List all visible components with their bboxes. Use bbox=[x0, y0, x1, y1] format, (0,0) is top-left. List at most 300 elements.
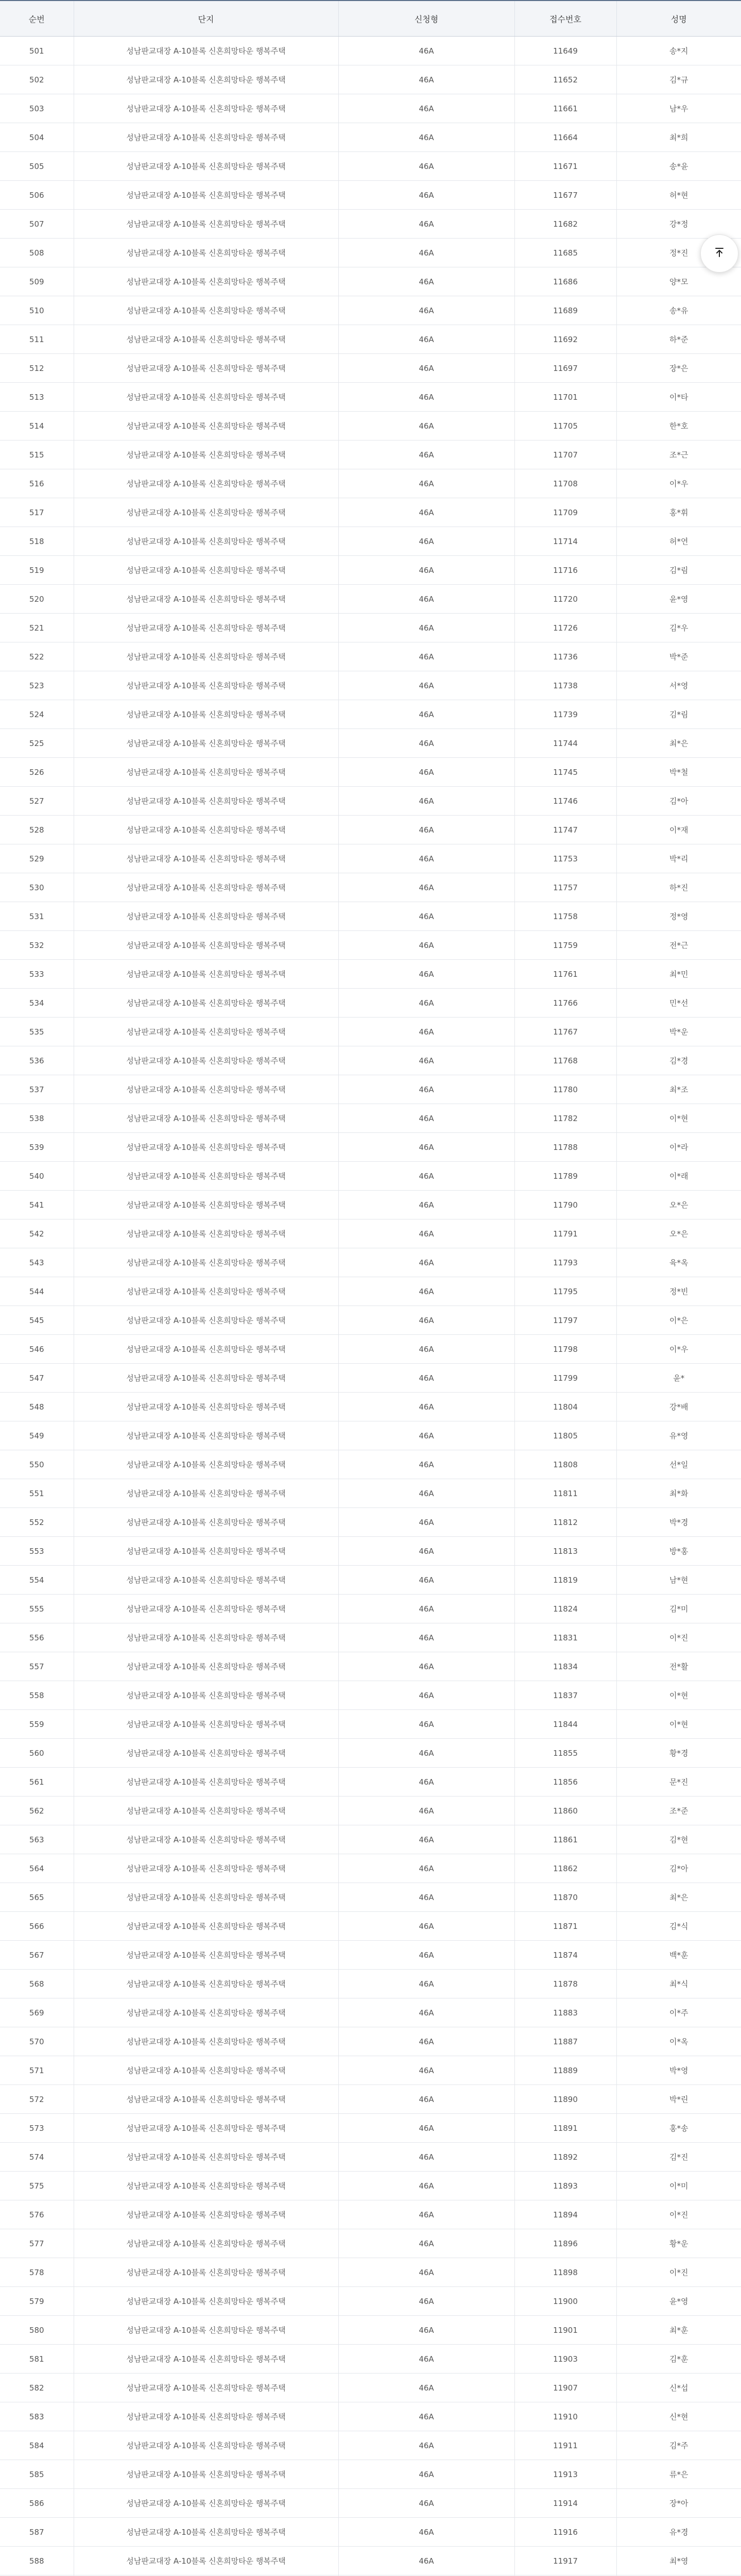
cell-receipt-number: 11652 bbox=[514, 65, 616, 94]
cell-receipt-number: 11871 bbox=[514, 1912, 616, 1941]
cell-seq: 520 bbox=[0, 585, 74, 614]
cell-seq: 551 bbox=[0, 1479, 74, 1508]
cell-type: 46A bbox=[338, 1970, 514, 1998]
cell-seq: 508 bbox=[0, 239, 74, 267]
cell-seq: 586 bbox=[0, 2489, 74, 2518]
cell-type: 46A bbox=[338, 1595, 514, 1623]
cell-type: 46A bbox=[338, 1191, 514, 1219]
cell-type: 46A bbox=[338, 2374, 514, 2402]
table-row bbox=[0, 65, 741, 94]
cell-complex: 성남판교대장 A-10블록 신혼희망타운 행복주택 bbox=[74, 412, 338, 440]
cell-type: 46A bbox=[338, 2518, 514, 2547]
table-row bbox=[0, 1912, 741, 1941]
cell-type: 46A bbox=[338, 2460, 514, 2489]
cell-name: 이*현 bbox=[616, 1710, 741, 1739]
table-row bbox=[0, 2258, 741, 2287]
table-row bbox=[0, 1133, 741, 1162]
cell-seq: 530 bbox=[0, 873, 74, 902]
cell-type: 46A bbox=[338, 123, 514, 152]
cell-name: 문*진 bbox=[616, 1768, 741, 1797]
table-row bbox=[0, 1854, 741, 1883]
cell-receipt-number: 11855 bbox=[514, 1739, 616, 1768]
table-row bbox=[0, 498, 741, 527]
cell-seq: 526 bbox=[0, 758, 74, 787]
cell-complex: 성남판교대장 A-10블록 신혼희망타운 행복주택 bbox=[74, 123, 338, 152]
cell-receipt-number: 11819 bbox=[514, 1566, 616, 1595]
cell-seq: 585 bbox=[0, 2460, 74, 2489]
cell-type: 46A bbox=[338, 210, 514, 239]
cell-name: 장*아 bbox=[616, 2489, 741, 2518]
cell-complex: 성남판교대장 A-10블록 신혼희망타운 행복주택 bbox=[74, 1421, 338, 1450]
table-row bbox=[0, 758, 741, 787]
cell-receipt-number: 11746 bbox=[514, 787, 616, 816]
cell-seq: 519 bbox=[0, 556, 74, 585]
cell-name: 이*은 bbox=[616, 1306, 741, 1335]
table-row bbox=[0, 2402, 741, 2431]
cell-name: 김*식 bbox=[616, 1912, 741, 1941]
table-row bbox=[0, 585, 741, 614]
cell-receipt-number: 11916 bbox=[514, 2518, 616, 2547]
cell-type: 46A bbox=[338, 1219, 514, 1248]
cell-type: 46A bbox=[338, 2143, 514, 2172]
cell-complex: 성남판교대장 A-10블록 신혼희망타운 행복주택 bbox=[74, 2287, 338, 2316]
table-row bbox=[0, 383, 741, 412]
cell-name: 최*식 bbox=[616, 1970, 741, 1998]
table-row bbox=[0, 2345, 741, 2374]
cell-receipt-number: 11913 bbox=[514, 2460, 616, 2489]
table-row bbox=[0, 2547, 741, 2575]
cell-receipt-number: 11831 bbox=[514, 1623, 616, 1652]
cell-seq: 567 bbox=[0, 1941, 74, 1970]
cell-receipt-number: 11911 bbox=[514, 2431, 616, 2460]
table-row bbox=[0, 94, 741, 123]
cell-complex: 성남판교대장 A-10블록 신혼희망타운 행복주택 bbox=[74, 960, 338, 989]
table-row bbox=[0, 1883, 741, 1912]
cell-receipt-number: 11759 bbox=[514, 931, 616, 960]
cell-complex: 성남판교대장 A-10블록 신혼희망타운 행복주택 bbox=[74, 1075, 338, 1104]
table-row bbox=[0, 354, 741, 383]
cell-complex: 성남판교대장 A-10블록 신혼희망타운 행복주택 bbox=[74, 1133, 338, 1162]
cell-name: 남*우 bbox=[616, 94, 741, 123]
cell-receipt-number: 11914 bbox=[514, 2489, 616, 2518]
cell-type: 46A bbox=[338, 1652, 514, 1681]
cell-seq: 562 bbox=[0, 1797, 74, 1825]
cell-name: 조*준 bbox=[616, 1797, 741, 1825]
table-row bbox=[0, 527, 741, 556]
cell-receipt-number: 11692 bbox=[514, 325, 616, 354]
table-row bbox=[0, 2027, 741, 2056]
cell-seq: 545 bbox=[0, 1306, 74, 1335]
table-row bbox=[0, 816, 741, 844]
cell-seq: 534 bbox=[0, 989, 74, 1018]
table-row bbox=[0, 1046, 741, 1075]
table-row bbox=[0, 2316, 741, 2345]
cell-type: 46A bbox=[338, 1941, 514, 1970]
cell-receipt-number: 11705 bbox=[514, 412, 616, 440]
cell-type: 46A bbox=[338, 1508, 514, 1537]
cell-name: 육*옥 bbox=[616, 1248, 741, 1277]
cell-complex: 성남판교대장 A-10블록 신혼희망타운 행복주택 bbox=[74, 1393, 338, 1421]
cell-type: 46A bbox=[338, 1912, 514, 1941]
cell-complex: 성남판교대장 A-10블록 신혼희망타운 행복주택 bbox=[74, 2229, 338, 2258]
table-row bbox=[0, 1681, 741, 1710]
cell-seq: 550 bbox=[0, 1450, 74, 1479]
cell-type: 46A bbox=[338, 1450, 514, 1479]
cell-seq: 517 bbox=[0, 498, 74, 527]
cell-name: 류*은 bbox=[616, 2460, 741, 2489]
cell-type: 46A bbox=[338, 902, 514, 931]
cell-complex: 성남판교대장 A-10블록 신혼희망타운 행복주택 bbox=[74, 1854, 338, 1883]
cell-name: 이*현 bbox=[616, 1104, 741, 1133]
cell-name: 최*조 bbox=[616, 1075, 741, 1104]
cell-name: 남*현 bbox=[616, 1566, 741, 1595]
cell-seq: 557 bbox=[0, 1652, 74, 1681]
cell-seq: 553 bbox=[0, 1537, 74, 1566]
cell-complex: 성남판교대장 A-10블록 신혼희망타운 행복주택 bbox=[74, 1797, 338, 1825]
cell-seq: 566 bbox=[0, 1912, 74, 1941]
cell-complex: 성남판교대장 A-10블록 신혼희망타운 행복주택 bbox=[74, 873, 338, 902]
cell-complex: 성남판교대장 A-10블록 신혼희망타운 행복주택 bbox=[74, 1104, 338, 1133]
cell-complex: 성남판교대장 A-10블록 신혼희망타운 행복주택 bbox=[74, 469, 338, 498]
cell-seq: 563 bbox=[0, 1825, 74, 1854]
table-row bbox=[0, 37, 741, 65]
cell-complex: 성남판교대장 A-10블록 신혼희망타운 행복주택 bbox=[74, 2518, 338, 2547]
cell-receipt-number: 11917 bbox=[514, 2547, 616, 2575]
cell-type: 46A bbox=[338, 1162, 514, 1191]
cell-type: 46A bbox=[338, 931, 514, 960]
cell-complex: 성남판교대장 A-10블록 신혼희망타운 행복주택 bbox=[74, 585, 338, 614]
cell-type: 46A bbox=[338, 700, 514, 729]
cell-seq: 506 bbox=[0, 181, 74, 210]
table-row bbox=[0, 556, 741, 585]
cell-name: 김*진 bbox=[616, 2143, 741, 2172]
cell-receipt-number: 11887 bbox=[514, 2027, 616, 2056]
cell-receipt-number: 11892 bbox=[514, 2143, 616, 2172]
table-row bbox=[0, 1623, 741, 1652]
cell-name: 서*영 bbox=[616, 671, 741, 700]
cell-complex: 성남판교대장 A-10블록 신혼희망타운 행복주택 bbox=[74, 1623, 338, 1652]
cell-receipt-number: 11791 bbox=[514, 1219, 616, 1248]
cell-seq: 538 bbox=[0, 1104, 74, 1133]
cell-name: 민*선 bbox=[616, 989, 741, 1018]
cell-seq: 515 bbox=[0, 440, 74, 469]
cell-type: 46A bbox=[338, 614, 514, 642]
cell-receipt-number: 11910 bbox=[514, 2402, 616, 2431]
table-row bbox=[0, 1075, 741, 1104]
table-row bbox=[0, 181, 741, 210]
cell-name: 김*훈 bbox=[616, 2345, 741, 2374]
cell-receipt-number: 11766 bbox=[514, 989, 616, 1018]
cell-seq: 535 bbox=[0, 1018, 74, 1046]
cell-name: 김*현 bbox=[616, 1825, 741, 1854]
cell-receipt-number: 11686 bbox=[514, 267, 616, 296]
cell-name: 이*진 bbox=[616, 1623, 741, 1652]
cell-complex: 성남판교대장 A-10블록 신혼희망타운 행복주택 bbox=[74, 1883, 338, 1912]
cell-complex: 성남판교대장 A-10블록 신혼희망타운 행복주택 bbox=[74, 181, 338, 210]
table-row bbox=[0, 1768, 741, 1797]
cell-seq: 568 bbox=[0, 1970, 74, 1998]
cell-type: 46A bbox=[338, 1566, 514, 1595]
cell-seq: 584 bbox=[0, 2431, 74, 2460]
cell-name: 황*운 bbox=[616, 2229, 741, 2258]
cell-receipt-number: 11661 bbox=[514, 94, 616, 123]
cell-complex: 성남판교대장 A-10블록 신혼희망타운 행복주택 bbox=[74, 671, 338, 700]
cell-complex: 성남판교대장 A-10블록 신혼희망타운 행복주택 bbox=[74, 1277, 338, 1306]
cell-name: 유*경 bbox=[616, 2518, 741, 2547]
cell-seq: 514 bbox=[0, 412, 74, 440]
cell-complex: 성남판교대장 A-10블록 신혼희망타운 행복주택 bbox=[74, 2345, 338, 2374]
cell-seq: 548 bbox=[0, 1393, 74, 1421]
cell-receipt-number: 11757 bbox=[514, 873, 616, 902]
cell-type: 46A bbox=[338, 1797, 514, 1825]
cell-seq: 503 bbox=[0, 94, 74, 123]
cell-receipt-number: 11907 bbox=[514, 2374, 616, 2402]
cell-receipt-number: 11805 bbox=[514, 1421, 616, 1450]
cell-complex: 성남판교대장 A-10블록 신혼희망타운 행복주택 bbox=[74, 1364, 338, 1393]
cell-seq: 509 bbox=[0, 267, 74, 296]
cell-receipt-number: 11901 bbox=[514, 2316, 616, 2345]
cell-receipt-number: 11707 bbox=[514, 440, 616, 469]
cell-type: 46A bbox=[338, 2114, 514, 2143]
cell-seq: 504 bbox=[0, 123, 74, 152]
cell-seq: 516 bbox=[0, 469, 74, 498]
cell-receipt-number: 11808 bbox=[514, 1450, 616, 1479]
cell-complex: 성남판교대장 A-10블록 신혼희망타운 행복주택 bbox=[74, 267, 338, 296]
cell-type: 46A bbox=[338, 1046, 514, 1075]
table-row bbox=[0, 1104, 741, 1133]
cell-complex: 성남판교대장 A-10블록 신혼희망타운 행복주택 bbox=[74, 325, 338, 354]
arrow-up-to-top-icon bbox=[713, 246, 726, 261]
cell-complex: 성남판교대장 A-10블록 신혼희망타운 행복주택 bbox=[74, 94, 338, 123]
table-row bbox=[0, 1652, 741, 1681]
cell-seq: 580 bbox=[0, 2316, 74, 2345]
cell-seq: 533 bbox=[0, 960, 74, 989]
table-row bbox=[0, 2085, 741, 2114]
cell-complex: 성남판교대장 A-10블록 신혼희망타운 행복주택 bbox=[74, 1998, 338, 2027]
cell-name: 이*타 bbox=[616, 383, 741, 412]
cell-name: 이*재 bbox=[616, 816, 741, 844]
cell-receipt-number: 11856 bbox=[514, 1768, 616, 1797]
cell-complex: 성남판교대장 A-10블록 신혼희망타운 행복주택 bbox=[74, 498, 338, 527]
cell-type: 46A bbox=[338, 1710, 514, 1739]
cell-type: 46A bbox=[338, 1421, 514, 1450]
cell-complex: 성남판교대장 A-10블록 신혼희망타운 행복주택 bbox=[74, 1219, 338, 1248]
cell-seq: 525 bbox=[0, 729, 74, 758]
table-row bbox=[0, 960, 741, 989]
table-row bbox=[0, 1364, 741, 1393]
table-row bbox=[0, 787, 741, 816]
cell-type: 46A bbox=[338, 1825, 514, 1854]
cell-receipt-number: 11793 bbox=[514, 1248, 616, 1277]
cell-name: 조*근 bbox=[616, 440, 741, 469]
cell-seq: 501 bbox=[0, 37, 74, 65]
cell-complex: 성남판교대장 A-10블록 신혼희망타운 행복주택 bbox=[74, 296, 338, 325]
cell-type: 46A bbox=[338, 1479, 514, 1508]
cell-type: 46A bbox=[338, 787, 514, 816]
table-row bbox=[0, 469, 741, 498]
cell-seq: 577 bbox=[0, 2229, 74, 2258]
cell-complex: 성남판교대장 A-10블록 신혼희망타운 행복주택 bbox=[74, 1566, 338, 1595]
cell-complex: 성남판교대장 A-10블록 신혼희망타운 행복주택 bbox=[74, 2172, 338, 2200]
cell-complex: 성남판교대장 A-10블록 신혼희망타운 행복주택 bbox=[74, 931, 338, 960]
cell-type: 46A bbox=[338, 1623, 514, 1652]
cell-type: 46A bbox=[338, 585, 514, 614]
cell-receipt-number: 11753 bbox=[514, 844, 616, 873]
table-row bbox=[0, 1393, 741, 1421]
cell-name: 김*림 bbox=[616, 556, 741, 585]
header-receipt-number: 접수번호 bbox=[514, 1, 616, 37]
cell-name: 양*모 bbox=[616, 267, 741, 296]
cell-type: 46A bbox=[338, 2258, 514, 2287]
table-row bbox=[0, 1421, 741, 1450]
header-seq: 순번 bbox=[0, 1, 74, 37]
cell-type: 46A bbox=[338, 1248, 514, 1277]
table-row bbox=[0, 1998, 741, 2027]
table-row bbox=[0, 614, 741, 642]
cell-seq: 518 bbox=[0, 527, 74, 556]
cell-complex: 성남판교대장 A-10블록 신혼희망타운 행복주택 bbox=[74, 37, 338, 65]
header-type: 신청형 bbox=[338, 1, 514, 37]
table-row bbox=[0, 2374, 741, 2402]
cell-seq: 521 bbox=[0, 614, 74, 642]
cell-receipt-number: 11824 bbox=[514, 1595, 616, 1623]
cell-type: 46A bbox=[338, 2085, 514, 2114]
cell-name: 김*림 bbox=[616, 700, 741, 729]
cell-receipt-number: 11834 bbox=[514, 1652, 616, 1681]
cell-name: 오*은 bbox=[616, 1219, 741, 1248]
cell-seq: 549 bbox=[0, 1421, 74, 1450]
table-row bbox=[0, 1248, 741, 1277]
cell-seq: 554 bbox=[0, 1566, 74, 1595]
cell-complex: 성남판교대장 A-10블록 신혼희망타운 행복주택 bbox=[74, 1508, 338, 1537]
cell-seq: 573 bbox=[0, 2114, 74, 2143]
cell-name: 홍*송 bbox=[616, 2114, 741, 2143]
cell-seq: 588 bbox=[0, 2547, 74, 2575]
cell-complex: 성남판교대장 A-10블록 신혼희망타운 행복주택 bbox=[74, 787, 338, 816]
cell-seq: 529 bbox=[0, 844, 74, 873]
cell-type: 46A bbox=[338, 2229, 514, 2258]
cell-receipt-number: 11844 bbox=[514, 1710, 616, 1739]
cell-type: 46A bbox=[338, 1133, 514, 1162]
cell-name: 김*아 bbox=[616, 1854, 741, 1883]
cell-name: 윤*영 bbox=[616, 2287, 741, 2316]
cell-name: 송*지 bbox=[616, 37, 741, 65]
cell-type: 46A bbox=[338, 2056, 514, 2085]
table-row bbox=[0, 1739, 741, 1768]
table-row bbox=[0, 325, 741, 354]
cell-type: 46A bbox=[338, 412, 514, 440]
cell-receipt-number: 11726 bbox=[514, 614, 616, 642]
table-row bbox=[0, 1277, 741, 1306]
cell-name: 하*진 bbox=[616, 873, 741, 902]
cell-complex: 성남판교대장 A-10블록 신혼희망타운 행복주택 bbox=[74, 527, 338, 556]
cell-seq: 564 bbox=[0, 1854, 74, 1883]
table-row bbox=[0, 1162, 741, 1191]
cell-type: 46A bbox=[338, 325, 514, 354]
cell-type: 46A bbox=[338, 383, 514, 412]
cell-complex: 성남판교대장 A-10블록 신혼희망타운 행복주택 bbox=[74, 700, 338, 729]
cell-complex: 성남판교대장 A-10블록 신혼희망타운 행복주택 bbox=[74, 1191, 338, 1219]
cell-seq: 575 bbox=[0, 2172, 74, 2200]
scroll-to-top-button[interactable] bbox=[700, 234, 738, 273]
cell-seq: 576 bbox=[0, 2200, 74, 2229]
cell-name: 윤*영 bbox=[616, 585, 741, 614]
cell-type: 46A bbox=[338, 1075, 514, 1104]
table-row bbox=[0, 123, 741, 152]
table-row bbox=[0, 2518, 741, 2547]
cell-type: 46A bbox=[338, 844, 514, 873]
cell-receipt-number: 11896 bbox=[514, 2229, 616, 2258]
cell-receipt-number: 11789 bbox=[514, 1162, 616, 1191]
cell-name: 강*배 bbox=[616, 1393, 741, 1421]
cell-complex: 성남판교대장 A-10블록 신혼희망타운 행복주택 bbox=[74, 1825, 338, 1854]
cell-receipt-number: 11870 bbox=[514, 1883, 616, 1912]
table-row bbox=[0, 931, 741, 960]
cell-complex: 성남판교대장 A-10블록 신혼희망타운 행복주택 bbox=[74, 1018, 338, 1046]
cell-type: 46A bbox=[338, 152, 514, 181]
cell-name: 최*은 bbox=[616, 1883, 741, 1912]
cell-name: 허*현 bbox=[616, 181, 741, 210]
cell-type: 46A bbox=[338, 873, 514, 902]
cell-receipt-number: 11893 bbox=[514, 2172, 616, 2200]
cell-receipt-number: 11898 bbox=[514, 2258, 616, 2287]
table-row bbox=[0, 700, 741, 729]
cell-name: 전*활 bbox=[616, 1652, 741, 1681]
cell-seq: 546 bbox=[0, 1335, 74, 1364]
cell-type: 46A bbox=[338, 2316, 514, 2345]
cell-seq: 556 bbox=[0, 1623, 74, 1652]
cell-type: 46A bbox=[338, 642, 514, 671]
cell-seq: 583 bbox=[0, 2402, 74, 2431]
table-row bbox=[0, 671, 741, 700]
table-row bbox=[0, 1335, 741, 1364]
cell-name: 오*은 bbox=[616, 1191, 741, 1219]
cell-receipt-number: 11767 bbox=[514, 1018, 616, 1046]
cell-complex: 성남판교대장 A-10블록 신혼희망타운 행복주택 bbox=[74, 1595, 338, 1623]
cell-complex: 성남판교대장 A-10블록 신혼희망타운 행복주택 bbox=[74, 2056, 338, 2085]
cell-receipt-number: 11891 bbox=[514, 2114, 616, 2143]
cell-name: 최*민 bbox=[616, 960, 741, 989]
cell-type: 46A bbox=[338, 1768, 514, 1797]
cell-complex: 성남판교대장 A-10블록 신혼희망타운 행복주택 bbox=[74, 1970, 338, 1998]
cell-seq: 587 bbox=[0, 2518, 74, 2547]
cell-name: 박*경 bbox=[616, 1508, 741, 1537]
cell-name: 정*영 bbox=[616, 902, 741, 931]
cell-type: 46A bbox=[338, 729, 514, 758]
cell-receipt-number: 11890 bbox=[514, 2085, 616, 2114]
table-row bbox=[0, 902, 741, 931]
cell-seq: 512 bbox=[0, 354, 74, 383]
table-row bbox=[0, 296, 741, 325]
table-row bbox=[0, 440, 741, 469]
cell-complex: 성남판교대장 A-10블록 신혼희망타운 행복주택 bbox=[74, 614, 338, 642]
cell-complex: 성남판교대장 A-10블록 신혼희망타운 행복주택 bbox=[74, 354, 338, 383]
cell-receipt-number: 11837 bbox=[514, 1681, 616, 1710]
cell-receipt-number: 11889 bbox=[514, 2056, 616, 2085]
table-row bbox=[0, 2287, 741, 2316]
cell-name: 한*호 bbox=[616, 412, 741, 440]
cell-seq: 536 bbox=[0, 1046, 74, 1075]
cell-name: 김*미 bbox=[616, 1595, 741, 1623]
cell-receipt-number: 11649 bbox=[514, 37, 616, 65]
cell-seq: 511 bbox=[0, 325, 74, 354]
cell-name: 이*우 bbox=[616, 469, 741, 498]
cell-complex: 성남판교대장 A-10블록 신혼희망타운 행복주택 bbox=[74, 1248, 338, 1277]
cell-receipt-number: 11689 bbox=[514, 296, 616, 325]
cell-type: 46A bbox=[338, 2402, 514, 2431]
cell-type: 46A bbox=[338, 816, 514, 844]
cell-receipt-number: 11799 bbox=[514, 1364, 616, 1393]
